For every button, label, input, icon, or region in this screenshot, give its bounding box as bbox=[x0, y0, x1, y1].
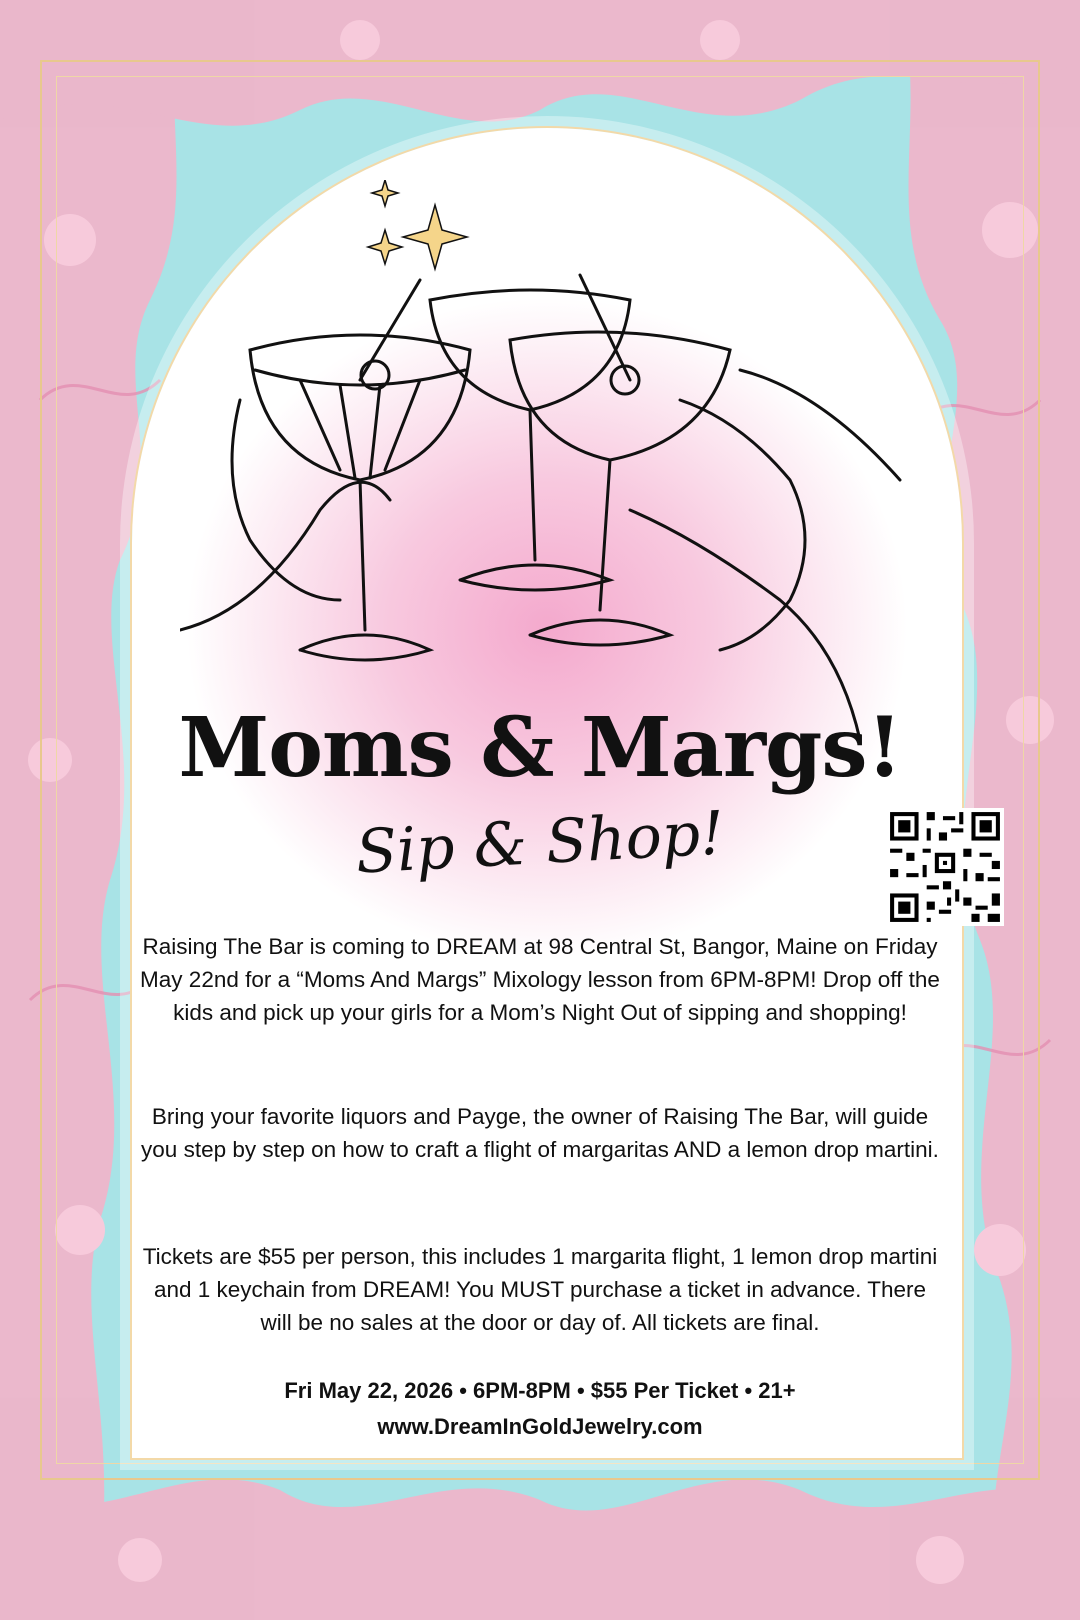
qr-code-icon[interactable] bbox=[886, 808, 1004, 926]
event-title: Moms & Margs! bbox=[178, 700, 902, 796]
event-subtitle: Sip & Shop! bbox=[354, 798, 726, 888]
event-details: Fri May 22, 2026 • 6PM-8PM • $55 Per Ticket • 21+ bbox=[284, 1378, 796, 1403]
mixology-description: Bring your favorite liquors and Payge, the owner of Raising The Bar, will guide you step by step on how to craft a flight of margaritas AND a lemon drop martini. bbox=[141, 1104, 939, 1162]
website-link[interactable]: www.DreamInGoldJewelry.com bbox=[377, 1414, 703, 1439]
ticket-info: Tickets are $55 per person, this includes 1 margarita flight, 1 lemon drop martini and 1 keychain from DREAM! You MUST purchase a ticket in advance. There will be no sales at the door or day of. All tickets are final. bbox=[142, 1244, 938, 1335]
event-description: Raising The Bar is coming to DREAM at 98 Central St, Bangor, Maine on Friday May 22nd for a “Moms And Margs” Mixology lesson from 6PM-8PM! Drop off the kids and pick up your girls for a Mom’s Night Out of sipping and shopping! bbox=[140, 934, 940, 1025]
cocktail-glasses-illustration bbox=[180, 180, 940, 740]
